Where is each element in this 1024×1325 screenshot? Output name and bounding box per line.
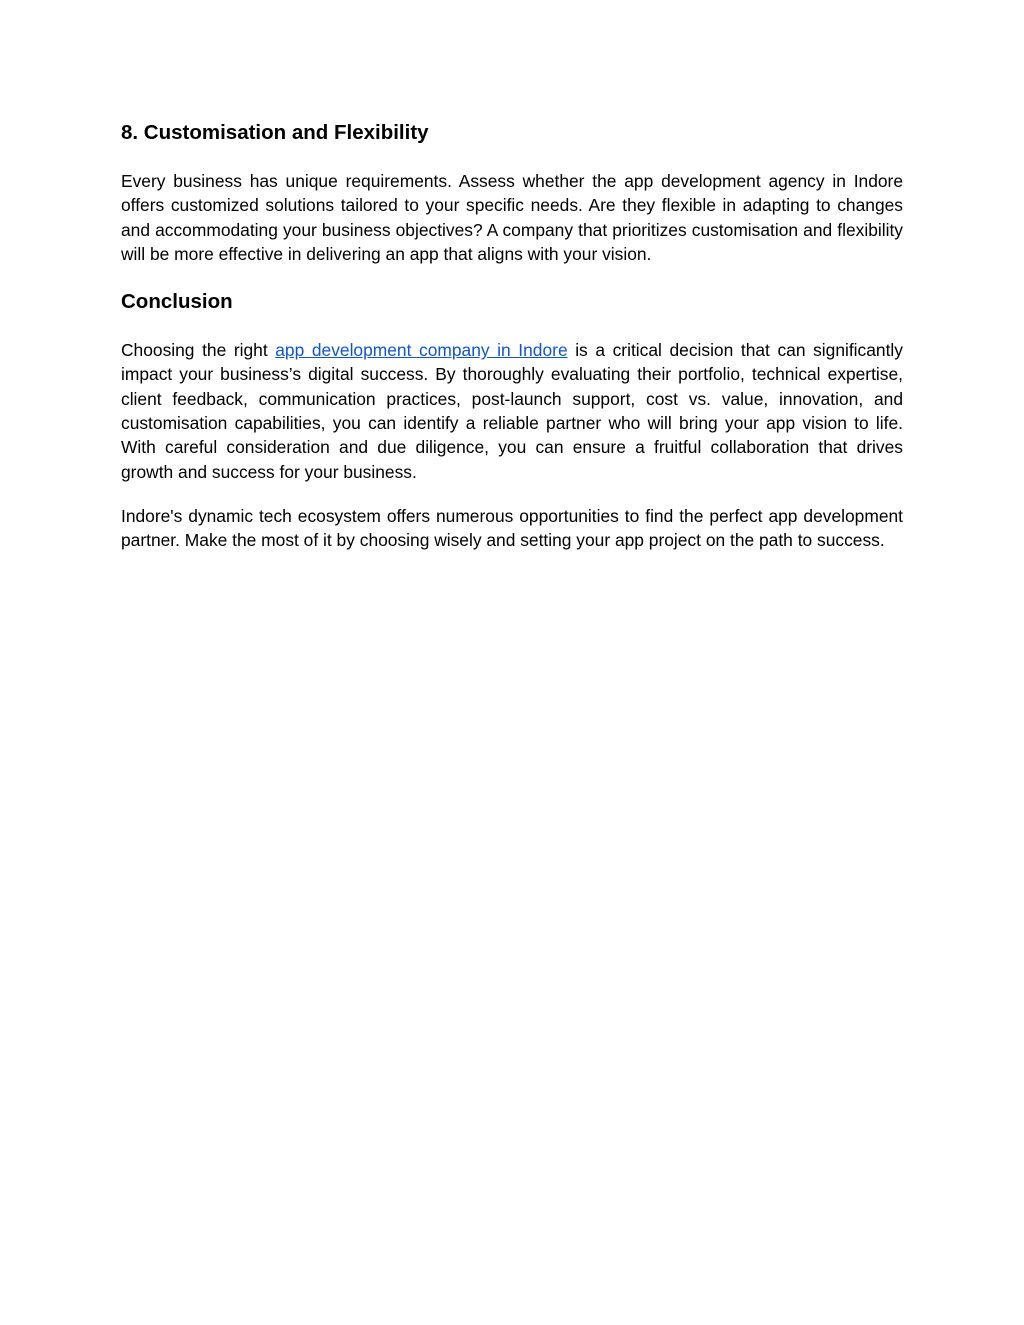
conclusion-paragraph-1: [121, 338, 903, 484]
conclusion-paragraph-2: Indore's dynamic tech ecosystem offers numerous opportunities to find the perfect app development partner. Make the most of it by choosing wisely and setting your app project on the path to success.: [121, 505, 903, 551]
document-page: [121, 118, 903, 553]
app-development-company-link[interactable]: app development company in Indore: [275, 340, 568, 361]
conclusion-text-after-link: is a critical decision that can significantly impact your business’s digital success. By thoroughly evaluating their portfolio, technical expertise, client feedback, communication practices, post-launch support, cost vs. value, innovation, and customisation capabilities, you can identify a reliable partner who will bring your app vision to life. With careful consideration and due diligence, you can ensure a fruitful collaboration that drives growth and success for your business.: [121, 340, 903, 482]
section-heading-conclusion: Conclusion: [121, 290, 233, 314]
customisation-paragraph: Every business has unique requirements. Assess whether the app development agency in Indore offers customized solutions tailored to your specific needs. Are they flexible in adapting to changes and accommodating your business objectives? A company that prioritizes customisation and flexibility will be more effective in delivering an app that aligns with your vision.: [121, 171, 903, 264]
conclusion-text-before-link: Choosing the right: [121, 340, 276, 361]
section-heading-customisation: 8. Customisation and Flexibility: [121, 121, 429, 144]
